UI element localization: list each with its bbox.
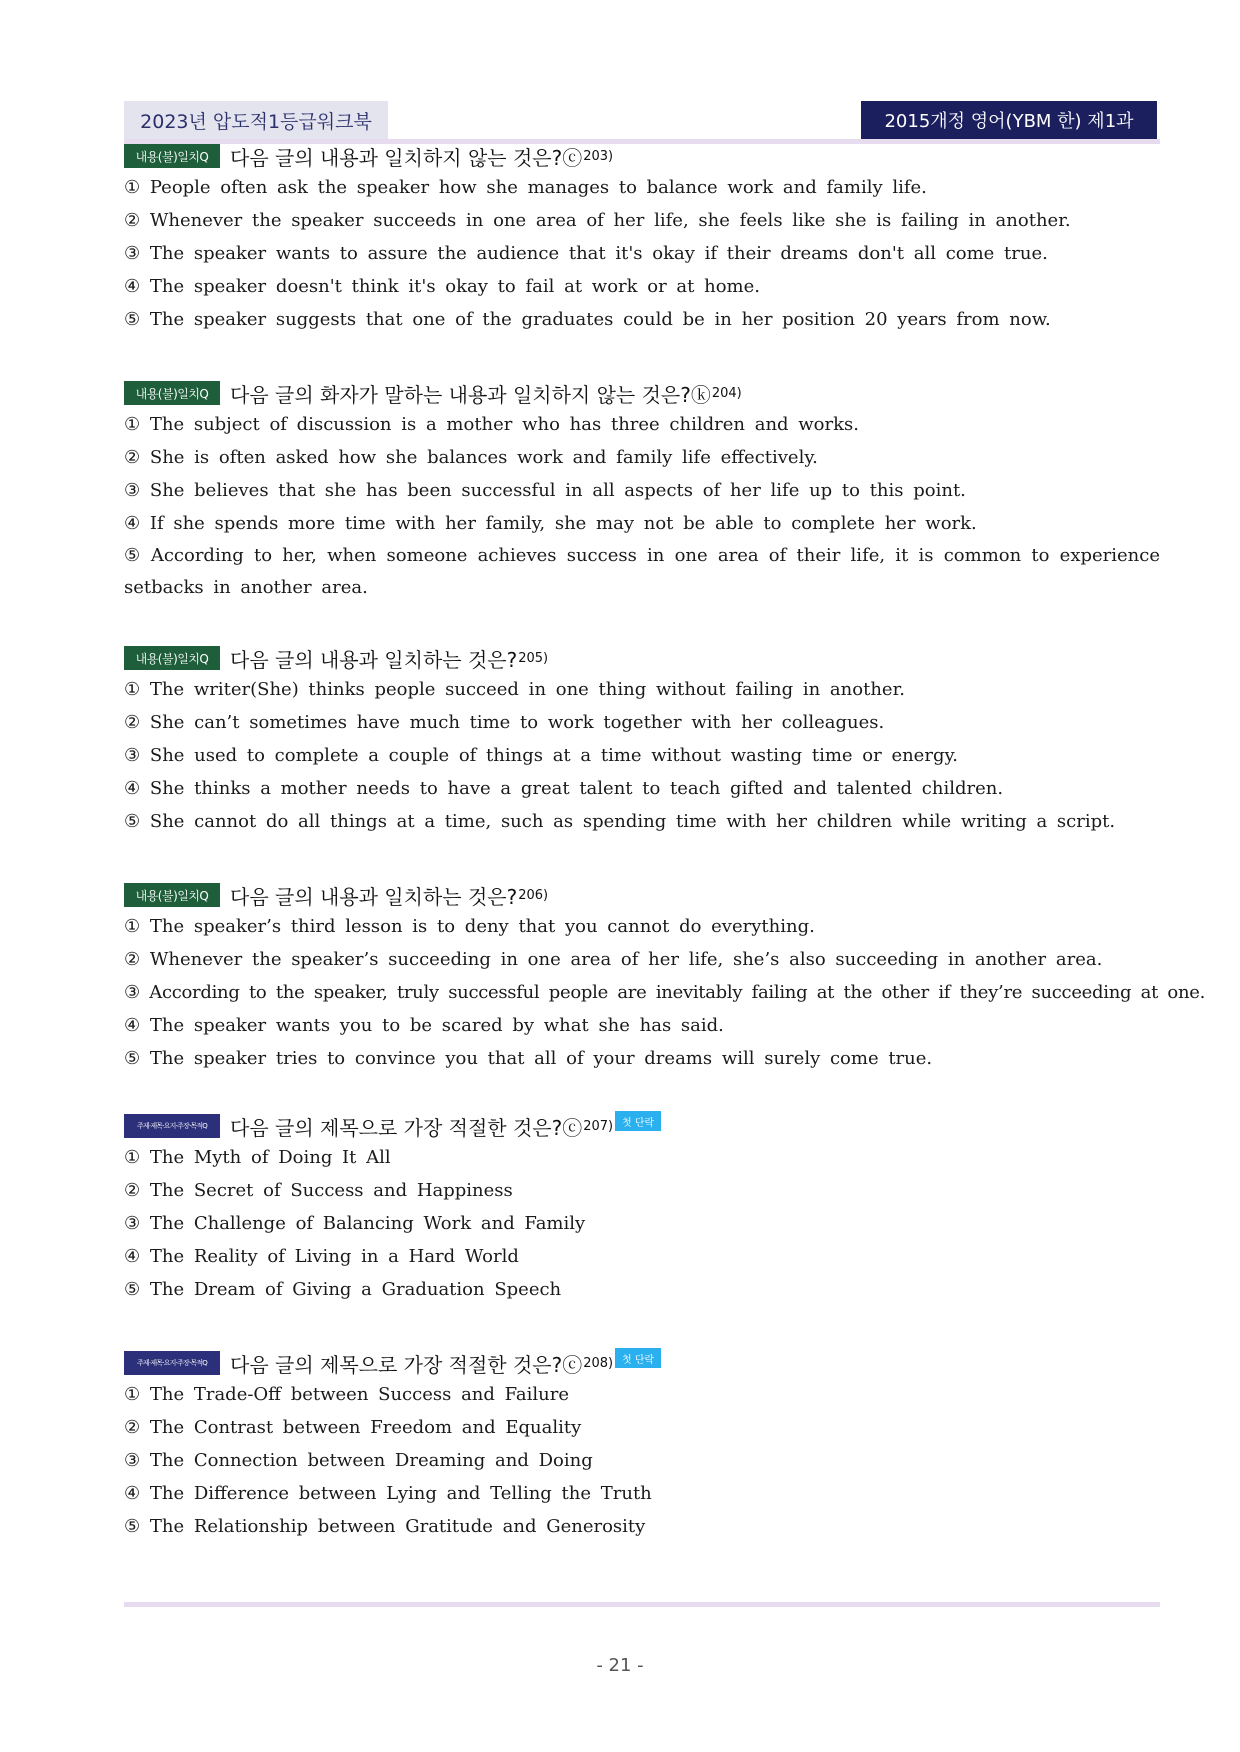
footer-divider: [124, 1602, 1160, 1607]
option-1: ① The Trade-Off between Success and Failure: [124, 1384, 569, 1405]
question-204: [124, 378, 1164, 604]
option-1: ① The writer(She) thinks people succeed in one thing without failing in another.: [124, 679, 905, 700]
question-number: 206): [518, 887, 549, 903]
question-type-tag: 내용(불)일치Q: [124, 144, 220, 168]
question-number: 208): [583, 1355, 614, 1371]
option-3: ③ The speaker wants to assure the audience that it's okay if their dreams don't all come true.: [124, 243, 1048, 264]
question-prompt: 다음 글의 내용과 일치하는 것은?: [230, 884, 518, 909]
option-2: ② The Contrast between Freedom and Equality: [124, 1417, 582, 1438]
option-2: ② Whenever the speaker’s succeeding in one area of her life, she’s also succeeding in another area.: [124, 949, 1103, 970]
option-5: ⑤ The speaker suggests that one of the graduates could be in her position 20 years from now.: [124, 309, 1051, 330]
option-3: ③ The Challenge of Balancing Work and Family: [124, 1213, 586, 1234]
question-prompt: 다음 글의 제목으로 가장 적절한 것은?ⓒ: [230, 1115, 583, 1140]
question-type-tag: 내용(불)일치Q: [124, 381, 220, 405]
question-203: [124, 141, 1164, 336]
option-4: ④ She thinks a mother needs to have a great talent to teach gifted and talented children.: [124, 778, 1004, 799]
page-number: - 21 -: [596, 1655, 644, 1676]
question-type-tag: 주제·제목·요지·주장·목적Q: [124, 1351, 220, 1375]
option-4: ④ The speaker wants you to be scared by what she has said.: [124, 1015, 724, 1036]
option-5: ⑤ According to her, when someone achieves success in one area of their life, it is common to experience setbacks in another area.: [124, 545, 1160, 598]
first-paragraph-badge: 첫 단락: [615, 1111, 661, 1131]
option-3: ③ According to the speaker, truly successful people are inevitably failing at the other if they’re succeeding at one.: [124, 982, 1206, 1003]
question-number: 207): [583, 1118, 614, 1134]
question-header: [124, 141, 1164, 171]
question-208: [124, 1348, 1164, 1543]
question-header: [124, 880, 1164, 910]
option-5: ⑤ She cannot do all things at a time, such as spending time with her children while writing a script.: [124, 811, 1116, 832]
option-4: ④ The Reality of Living in a Hard World: [124, 1246, 519, 1267]
option-4: ④ The Difference between Lying and Telling the Truth: [124, 1483, 652, 1504]
question-number: 204): [711, 385, 742, 401]
question-prompt: 다음 글의 제목으로 가장 적절한 것은?ⓒ: [230, 1352, 583, 1377]
question-prompt: 다음 글의 화자가 말하는 내용과 일치하지 않는 것은?ⓚ: [230, 382, 711, 407]
option-2: ② She is often asked how she balances work and family life effectively.: [124, 447, 818, 468]
question-header: [124, 1348, 1164, 1378]
lesson-title: 2015개정 영어(YBM 한) 제1과: [861, 101, 1157, 139]
option-5: ⑤ The Relationship between Gratitude and Generosity: [124, 1516, 646, 1537]
question-207: [124, 1111, 1164, 1306]
option-3: ③ She used to complete a couple of things at a time without wasting time or energy.: [124, 745, 958, 766]
question-206: [124, 880, 1206, 1075]
option-3: ③ She believes that she has been successful in all aspects of her life up to this point.: [124, 480, 966, 501]
option-1: ① The subject of discussion is a mother who has three children and works.: [124, 414, 859, 435]
question-number: 203): [583, 148, 614, 164]
question-number: 205): [518, 650, 549, 666]
question-header: [124, 378, 1164, 408]
question-prompt: 다음 글의 내용과 일치하지 않는 것은?ⓒ: [230, 145, 583, 170]
option-3: ③ The Connection between Dreaming and Doing: [124, 1450, 593, 1471]
question-header: [124, 643, 1164, 673]
option-1: ① People often ask the speaker how she manages to balance work and family life.: [124, 177, 927, 198]
option-5: ⑤ The speaker tries to convince you that all of your dreams will surely come true.: [124, 1048, 933, 1069]
option-1: ① The Myth of Doing It All: [124, 1147, 391, 1168]
question-header: [124, 1111, 1164, 1141]
question-type-tag: 내용(불)일치Q: [124, 883, 220, 907]
workbook-title: 2023년 압도적1등급워크북: [124, 101, 388, 139]
option-2: ② She can’t sometimes have much time to work together with her colleagues.: [124, 712, 885, 733]
option-1: ① The speaker’s third lesson is to deny that you cannot do everything.: [124, 916, 815, 937]
question-type-tag: 내용(불)일치Q: [124, 646, 220, 670]
question-205: [124, 643, 1164, 838]
option-5: ⑤ The Dream of Giving a Graduation Speech: [124, 1279, 562, 1300]
question-type-tag: 주제·제목·요지·주장·목적Q: [124, 1114, 220, 1138]
option-4: ④ The speaker doesn't think it's okay to fail at work or at home.: [124, 276, 760, 297]
option-4: ④ If she spends more time with her family, she may not be able to complete her work.: [124, 513, 977, 534]
option-2: ② The Secret of Success and Happiness: [124, 1180, 513, 1201]
first-paragraph-badge: 첫 단락: [615, 1348, 661, 1368]
question-prompt: 다음 글의 내용과 일치하는 것은?: [230, 647, 518, 672]
option-2: ② Whenever the speaker succeeds in one area of her life, she feels like she is failing in another.: [124, 210, 1071, 231]
